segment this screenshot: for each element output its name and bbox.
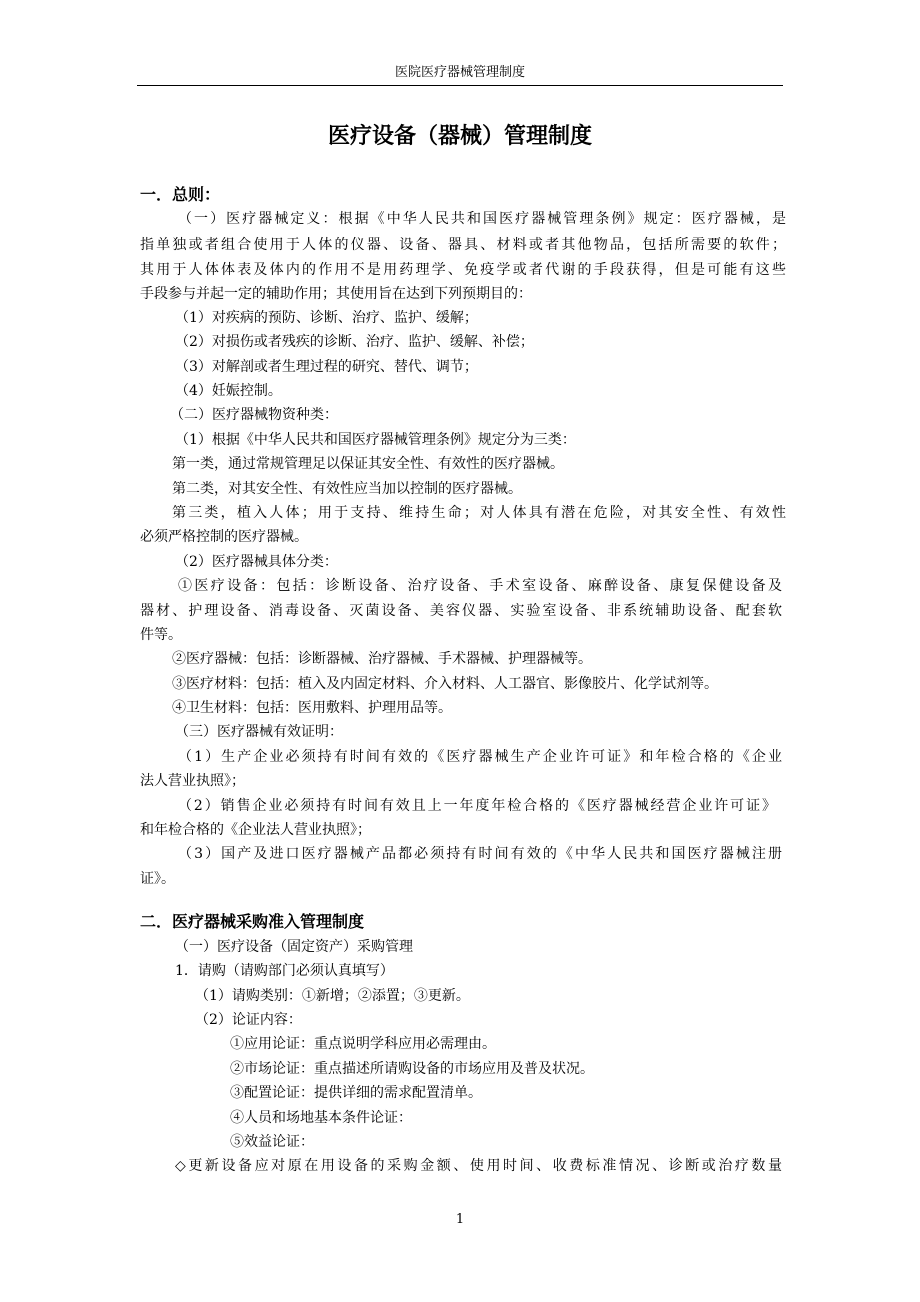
paragraph-line: 法人营业执照》； (140, 773, 245, 789)
paragraph-line: 第二类，对其安全性、有效性应当加以控制的医疗器械。 (172, 481, 522, 497)
section-heading-general: 一．总则： (140, 185, 221, 204)
list-item: （2）论证内容： (195, 1012, 302, 1028)
subsection-heading: （二）医疗器械物资种类： (170, 407, 338, 423)
list-item: ③医疗材料：包括：植入及内固定材料、介入材料、人工器官、影像胶片、化学试剂等。 (172, 676, 718, 692)
list-item: （1）根据《中华人民共和国医疗器械管理条例》规定分为三类： (175, 432, 576, 448)
header-divider (137, 85, 783, 86)
paragraph-line: ◇更新设备应对原在用设备的采购金额、使用时间、收费标准情况、诊断或治疗数量 (175, 1158, 782, 1174)
document-title: 医疗设备（器械）管理制度 (327, 124, 592, 149)
paragraph-line: 件等。 (140, 627, 182, 643)
list-item: ④人员和场地基本条件论证： (230, 1110, 412, 1126)
paragraph-line: 证》。 (140, 871, 175, 887)
list-item: （4）妊娠控制。 (175, 383, 282, 399)
paragraph-line: 第三类，植入人体；用于支持、维持生命；对人体具有潜在危险，对其安全性、有效性 (172, 505, 786, 521)
list-item: （2）对损伤或者残疾的诊断、治疗、监护、缓解、补偿； (175, 334, 534, 350)
paragraph-line: （1）生产企业必须持有时间有效的《医疗器械生产企业许可证》和年检合格的《企业 (178, 749, 782, 765)
list-item: ①应用论证：重点说明学科应用必需理由。 (230, 1036, 496, 1052)
list-item: ②医疗器械：包括：诊断器械、治疗器械、手术器械、护理器械等。 (172, 651, 592, 667)
list-item: 1．请购（请购部门必须认真填写） (175, 963, 394, 979)
paragraph-line: 和年检合格的《企业法人营业执照》； (140, 822, 371, 838)
list-item: （2）医疗器械具体分类： (175, 554, 338, 570)
page-number: 1 (455, 1212, 465, 1227)
paragraph-line: （3）国产及进口医疗器械产品都必须持有时间有效的《中华人民共和国医疗器械注册 (178, 846, 782, 862)
paragraph-line: 手段参与并起一定的辅助作用；其使用旨在达到下列预期目的： (140, 286, 532, 302)
list-item: ②市场论证：重点描述所请购设备的市场应用及普及状况。 (230, 1061, 594, 1077)
list-item: （1）对疾病的预防、诊断、治疗、监护、缓解； (175, 310, 478, 326)
list-item: ④卫生材料：包括：医用敷料、护理用品等。 (172, 700, 452, 716)
list-item: （1）请购类别：①新增；②添置；③更新。 (195, 988, 470, 1004)
paragraph-line: 其用于人体体表及体内的作用不是用药理学、免疫学或者代谢的手段获得，但是可能有这些 (140, 262, 786, 278)
list-item: （3）对解剖或者生理过程的研究、替代、调节； (175, 359, 478, 375)
list-item: ⑤效益论证： (230, 1134, 314, 1150)
paragraph-line: （2）销售企业必须持有时间有效且上一年度年检合格的《医疗器械经营企业许可证》 (178, 798, 776, 814)
paragraph-line: 器材、护理设备、消毒设备、灭菌设备、美容仪器、实验室设备、非系统辅助设备、配套软 (140, 603, 782, 619)
section-heading-procurement: 二．医疗器械采购准入管理制度 (140, 912, 365, 931)
paragraph-line: 必须严格控制的医疗器械。 (140, 529, 308, 545)
page-header: 医院医疗器械管理制度 (394, 65, 525, 80)
subsection-heading: （三）医疗器械有效证明： (175, 724, 343, 740)
paragraph-line: （一）医疗器械定义：根据《中华人民共和国医疗器械管理条例》规定：医疗器械，是 (178, 211, 786, 227)
paragraph-line: 第一类，通过常规管理足以保证其安全性、有效性的医疗器械。 (172, 456, 564, 472)
list-item: ③配置论证：提供详细的需求配置清单。 (230, 1085, 482, 1101)
paragraph-line: ①医疗设备：包括：诊断设备、治疗设备、手术室设备、麻醉设备、康复保健设备及 (178, 578, 782, 594)
subsection-heading: （一）医疗设备（固定资产）采购管理 (175, 939, 413, 955)
paragraph-line: 指单独或者组合使用于人体的仪器、设备、器具、材料或者其他物品，包括所需要的软件； (140, 237, 786, 253)
